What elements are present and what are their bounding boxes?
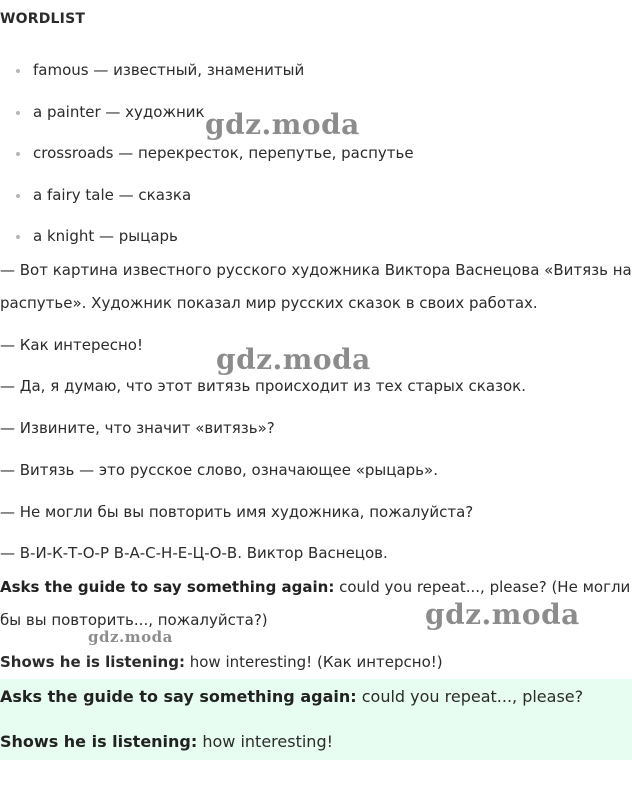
dialogue-line: — В-И-К-Т-О-Р В-А-С-Н-Е-Ц-О-В. Виктор Васнецов. (0, 544, 388, 562)
note-label: Asks the guide to say something again: (0, 578, 335, 596)
bullet-icon (16, 152, 20, 156)
highlight-label: Shows he is listening: (0, 732, 198, 751)
dialogue-line: — Извините, что значит «витязь»? (0, 419, 275, 437)
watermark: gdz.moda (216, 343, 371, 376)
watermark: gdz.moda (88, 628, 173, 646)
list-item (0, 141, 414, 183)
wordlist-heading: WORDLIST (0, 11, 86, 27)
watermark: gdz.moda (425, 598, 580, 631)
note-text: could you repeat..., please? (Не могли бы вы повторить..., пожалуйста?) (0, 578, 631, 629)
highlight-label: Asks the guide to say something again: (0, 687, 357, 706)
dialogue-line: — Да, я думаю, что этот витязь происходит из тех старых сказок. (0, 377, 527, 395)
list-item (0, 58, 414, 100)
bullet-icon (16, 69, 20, 73)
dialogue-line: — Как интересно! (0, 336, 143, 354)
highlight-item (0, 685, 583, 709)
bullet-icon (16, 235, 20, 239)
wordlist-entry: a fairy tale — сказка (33, 185, 192, 204)
note-label: Shows he is listening: (0, 653, 185, 671)
wordlist-entry: famous — известный, знаменитый (33, 61, 305, 79)
note-repeat (0, 571, 632, 637)
note-text: how interesting! (Как интерсно!) (184, 653, 443, 671)
list-item (0, 100, 414, 142)
bullet-icon (16, 111, 20, 115)
wordlist-entry: a painter — художник (33, 102, 205, 121)
wordlist-entry: a knight — рыцарь (33, 227, 178, 245)
highlight-text: how interesting! (197, 732, 334, 751)
wordlist (0, 58, 414, 266)
list-item (0, 183, 414, 225)
note-listening (0, 646, 443, 679)
dialogue-line: — Вот картина известного русского художника Виктора Васнецова «Витязь на распутье». Художник показал мир русских сказок в своих работах. (0, 261, 632, 312)
dialogue-line: — Не могли бы вы повторить имя художника, пожалуйста? (0, 503, 474, 521)
wordlist-entry: crossroads — перекресток, перепутье, распутье (33, 144, 414, 162)
bullet-icon (16, 194, 20, 198)
dialogue-line: — Витязь — это русское слово, означающее «рыцарь». (0, 461, 438, 479)
highlight-item (0, 730, 333, 754)
highlight-box (0, 679, 632, 760)
highlight-text: could you repeat..., please? (356, 687, 584, 706)
watermark: gdz.moda (205, 108, 360, 141)
